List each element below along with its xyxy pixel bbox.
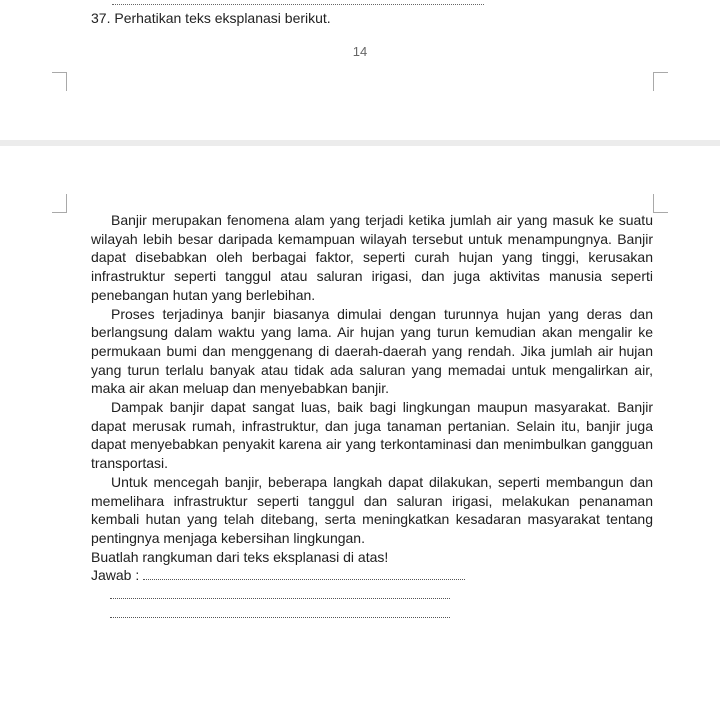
paragraph-impact: Dampak banjir dapat sangat luas, baik bagi lingkungan maupun masyarakat. Banjir dapat merusak rumah, infrastruktur, dan juga tanaman pertanian. Selain itu, banjir juga dapat menyebabkan penyakit karena air yang terkontaminasi dan menimbulkan gangguan transportasi. [91, 399, 653, 472]
paragraph-definition: Banjir merupakan fenomena alam yang terjadi ketika jumlah air yang masuk ke suatu wilayah lebih besar daripada kemampuan wilayah tersebut untuk menampungnya. Banjir dapat disebabkan oleh berbagai faktor, seperti curah hujan yang tinggi, kerusakan infrastruktur seperti tanggul atau saluran irigasi, dan juga aktivitas manusia seperti penebangan hutan yang berlebihan. [91, 212, 653, 303]
margin-corner-right [653, 194, 668, 213]
instruction: Buatlah rangkuman dari teks eksplanasi di atas! [91, 548, 389, 565]
previous-page [0, 0, 720, 140]
page-number: 14 [352, 44, 368, 59]
document-body[interactable] [91, 211, 653, 622]
dotted-line-top [112, 0, 484, 5]
question-number: 37. [91, 10, 111, 26]
answer-blank-2[interactable] [110, 585, 653, 604]
answer-blank-3[interactable] [110, 604, 653, 623]
page-separator [0, 140, 720, 146]
question-heading [91, 10, 331, 26]
question-prompt: Perhatikan teks eksplanasi berikut. [114, 10, 331, 26]
margin-corner-top-right [653, 72, 668, 91]
paragraph-prevention: Untuk mencegah banjir, beberapa langkah dapat dilakukan, seperti membangun dan memelihara infrastruktur seperti tanggul dan saluran irigasi, melakukan penanaman kembali hutan yang telah ditebang, serta meningkatkan kesadaran masyarakat tentang pentingnya menjaga kebersihan lingkungan. [91, 473, 653, 546]
answer-label: Jawab : [91, 567, 140, 584]
answer-blank-1[interactable] [143, 567, 465, 580]
margin-corner-top-left [52, 72, 67, 91]
paragraph-process: Proses terjadinya banjir biasanya dimulai dengan turunnya hujan yang deras dan berlangsung dalam waktu yang lama. Air hujan yang turun kemudian akan mengalir ke permukaan bumi dan menggenang di daerah-daerah yang rendah. Jika jumlah air hujan yang turun terlalu banyak atau tidak ada saluran yang memadai untuk mengalirkan air, maka air akan meluap dan menyebabkan banjir. [91, 305, 653, 397]
margin-corner-left [52, 194, 67, 213]
answer-row [91, 566, 653, 585]
